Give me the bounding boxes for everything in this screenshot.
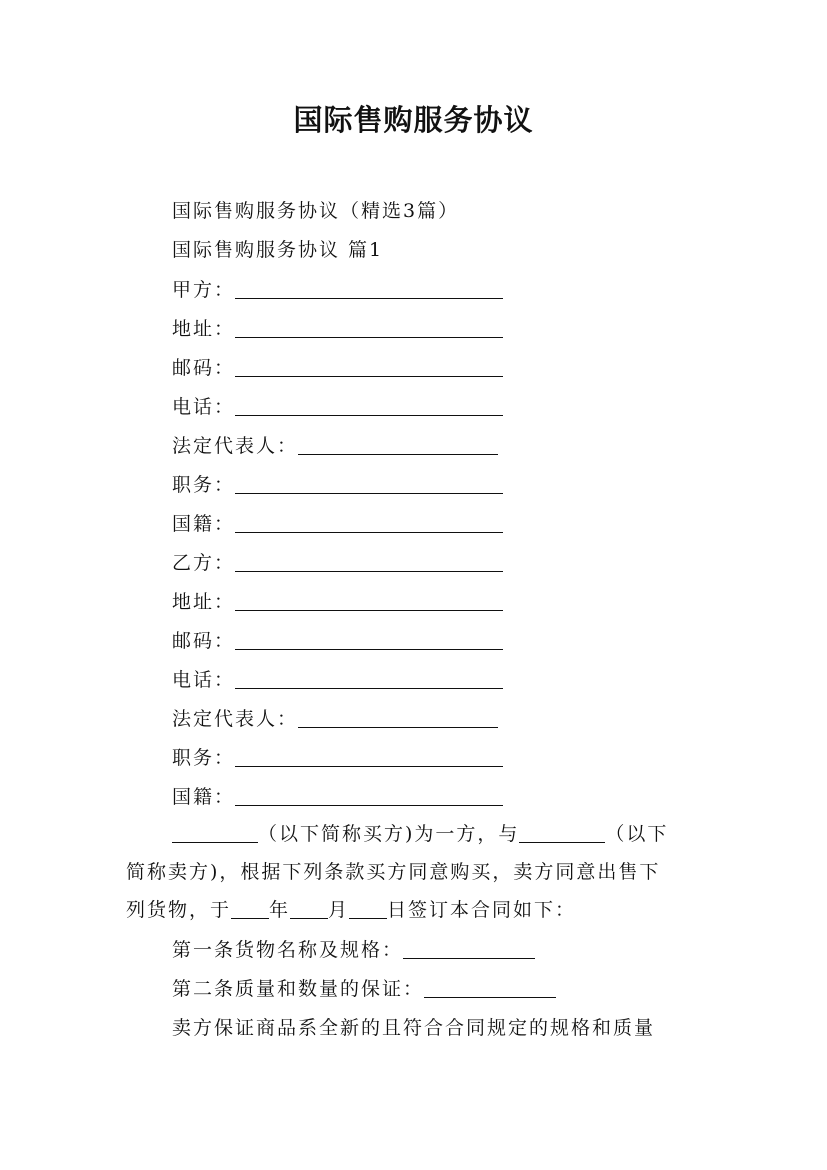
party-b-phone-field xyxy=(172,667,503,693)
party-b-name-blank[interactable] xyxy=(235,553,503,572)
party-b-position-label: 职务： xyxy=(172,747,236,769)
party-a-postcode-field xyxy=(172,355,503,381)
intro-text-2: （以下 xyxy=(605,823,669,845)
intro-text-5: 日签订本合同如下： xyxy=(387,899,577,921)
party-a-position-label: 职务： xyxy=(172,474,236,496)
party-b-postcode-label: 邮码： xyxy=(172,630,236,652)
party-b-representative-label: 法定代表人： xyxy=(172,708,299,730)
party-b-address-blank[interactable] xyxy=(235,592,503,611)
party-b-postcode-field xyxy=(172,628,503,654)
document-title: 国际售购服务协议 xyxy=(293,103,534,137)
party-b-representative-blank[interactable] xyxy=(298,709,498,728)
intro-line-3 xyxy=(126,897,704,935)
party-a-name-field xyxy=(172,277,503,303)
part-heading: 国际售购服务协议 篇1 xyxy=(172,239,384,261)
party-b-position-blank[interactable] xyxy=(235,748,503,767)
party-a-nationality-blank[interactable] xyxy=(235,514,503,533)
party-b-phone-blank[interactable] xyxy=(235,670,503,689)
party-a-nationality-label: 国籍： xyxy=(172,513,236,535)
party-b-representative-field xyxy=(172,706,498,732)
buyer-name-blank[interactable] xyxy=(172,824,258,843)
party-b-nationality-label: 国籍： xyxy=(172,786,236,808)
party-b-postcode-blank[interactable] xyxy=(235,631,503,650)
document-subtitle: 国际售购服务协议（精选3篇） xyxy=(172,200,460,222)
seller-name-blank[interactable] xyxy=(519,824,605,843)
article-2-label: 第二条质量和数量的保证： xyxy=(172,978,425,1000)
article-2 xyxy=(172,976,556,1002)
party-b-address-field xyxy=(172,589,503,615)
party-a-address-blank[interactable] xyxy=(235,319,503,338)
party-a-phone-blank[interactable] xyxy=(235,397,503,416)
party-a-representative-blank[interactable] xyxy=(298,436,498,455)
party-a-name-blank[interactable] xyxy=(235,280,503,299)
party-b-nationality-field xyxy=(172,784,503,810)
intro-line-1 xyxy=(126,821,704,859)
party-a-address-field xyxy=(172,316,503,342)
month-blank[interactable] xyxy=(290,900,328,919)
party-a-nationality-field xyxy=(172,511,503,537)
intro-text-4: 列货物，于 xyxy=(126,899,232,921)
article-2-text: 卖方保证商品系全新的且符合合同规定的规格和质量 xyxy=(172,1017,656,1039)
day-blank[interactable] xyxy=(349,900,387,919)
party-a-phone-label: 电话： xyxy=(172,396,236,418)
party-a-postcode-label: 邮码： xyxy=(172,357,236,379)
party-a-position-blank[interactable] xyxy=(235,475,503,494)
party-a-representative-label: 法定代表人： xyxy=(172,435,299,457)
party-a-representative-field xyxy=(172,433,498,459)
party-b-address-label: 地址： xyxy=(172,591,236,613)
party-b-position-field xyxy=(172,745,503,771)
intro-line-2: 简称卖方)，根据下列条款买方同意购买，卖方同意出售下 xyxy=(126,861,661,883)
month-label: 月 xyxy=(328,899,350,921)
party-a-position-field xyxy=(172,472,503,498)
intro-text-1: （以下简称买方)为一方，与 xyxy=(258,823,520,845)
party-b-name-field xyxy=(172,550,503,576)
party-a-postcode-blank[interactable] xyxy=(235,358,503,377)
article-1-blank[interactable] xyxy=(403,940,535,959)
party-b-phone-label: 电话： xyxy=(172,669,236,691)
year-blank[interactable] xyxy=(231,900,269,919)
party-b-name-label: 乙方： xyxy=(172,552,236,574)
article-2-blank[interactable] xyxy=(424,979,556,998)
party-a-name-label: 甲方： xyxy=(172,279,236,301)
party-a-address-label: 地址： xyxy=(172,318,236,340)
year-label: 年 xyxy=(269,899,291,921)
intro-paragraph xyxy=(126,821,704,935)
article-1-label: 第一条货物名称及规格： xyxy=(172,939,404,961)
article-1 xyxy=(172,937,535,963)
party-b-nationality-blank[interactable] xyxy=(235,787,503,806)
party-a-phone-field xyxy=(172,394,503,420)
